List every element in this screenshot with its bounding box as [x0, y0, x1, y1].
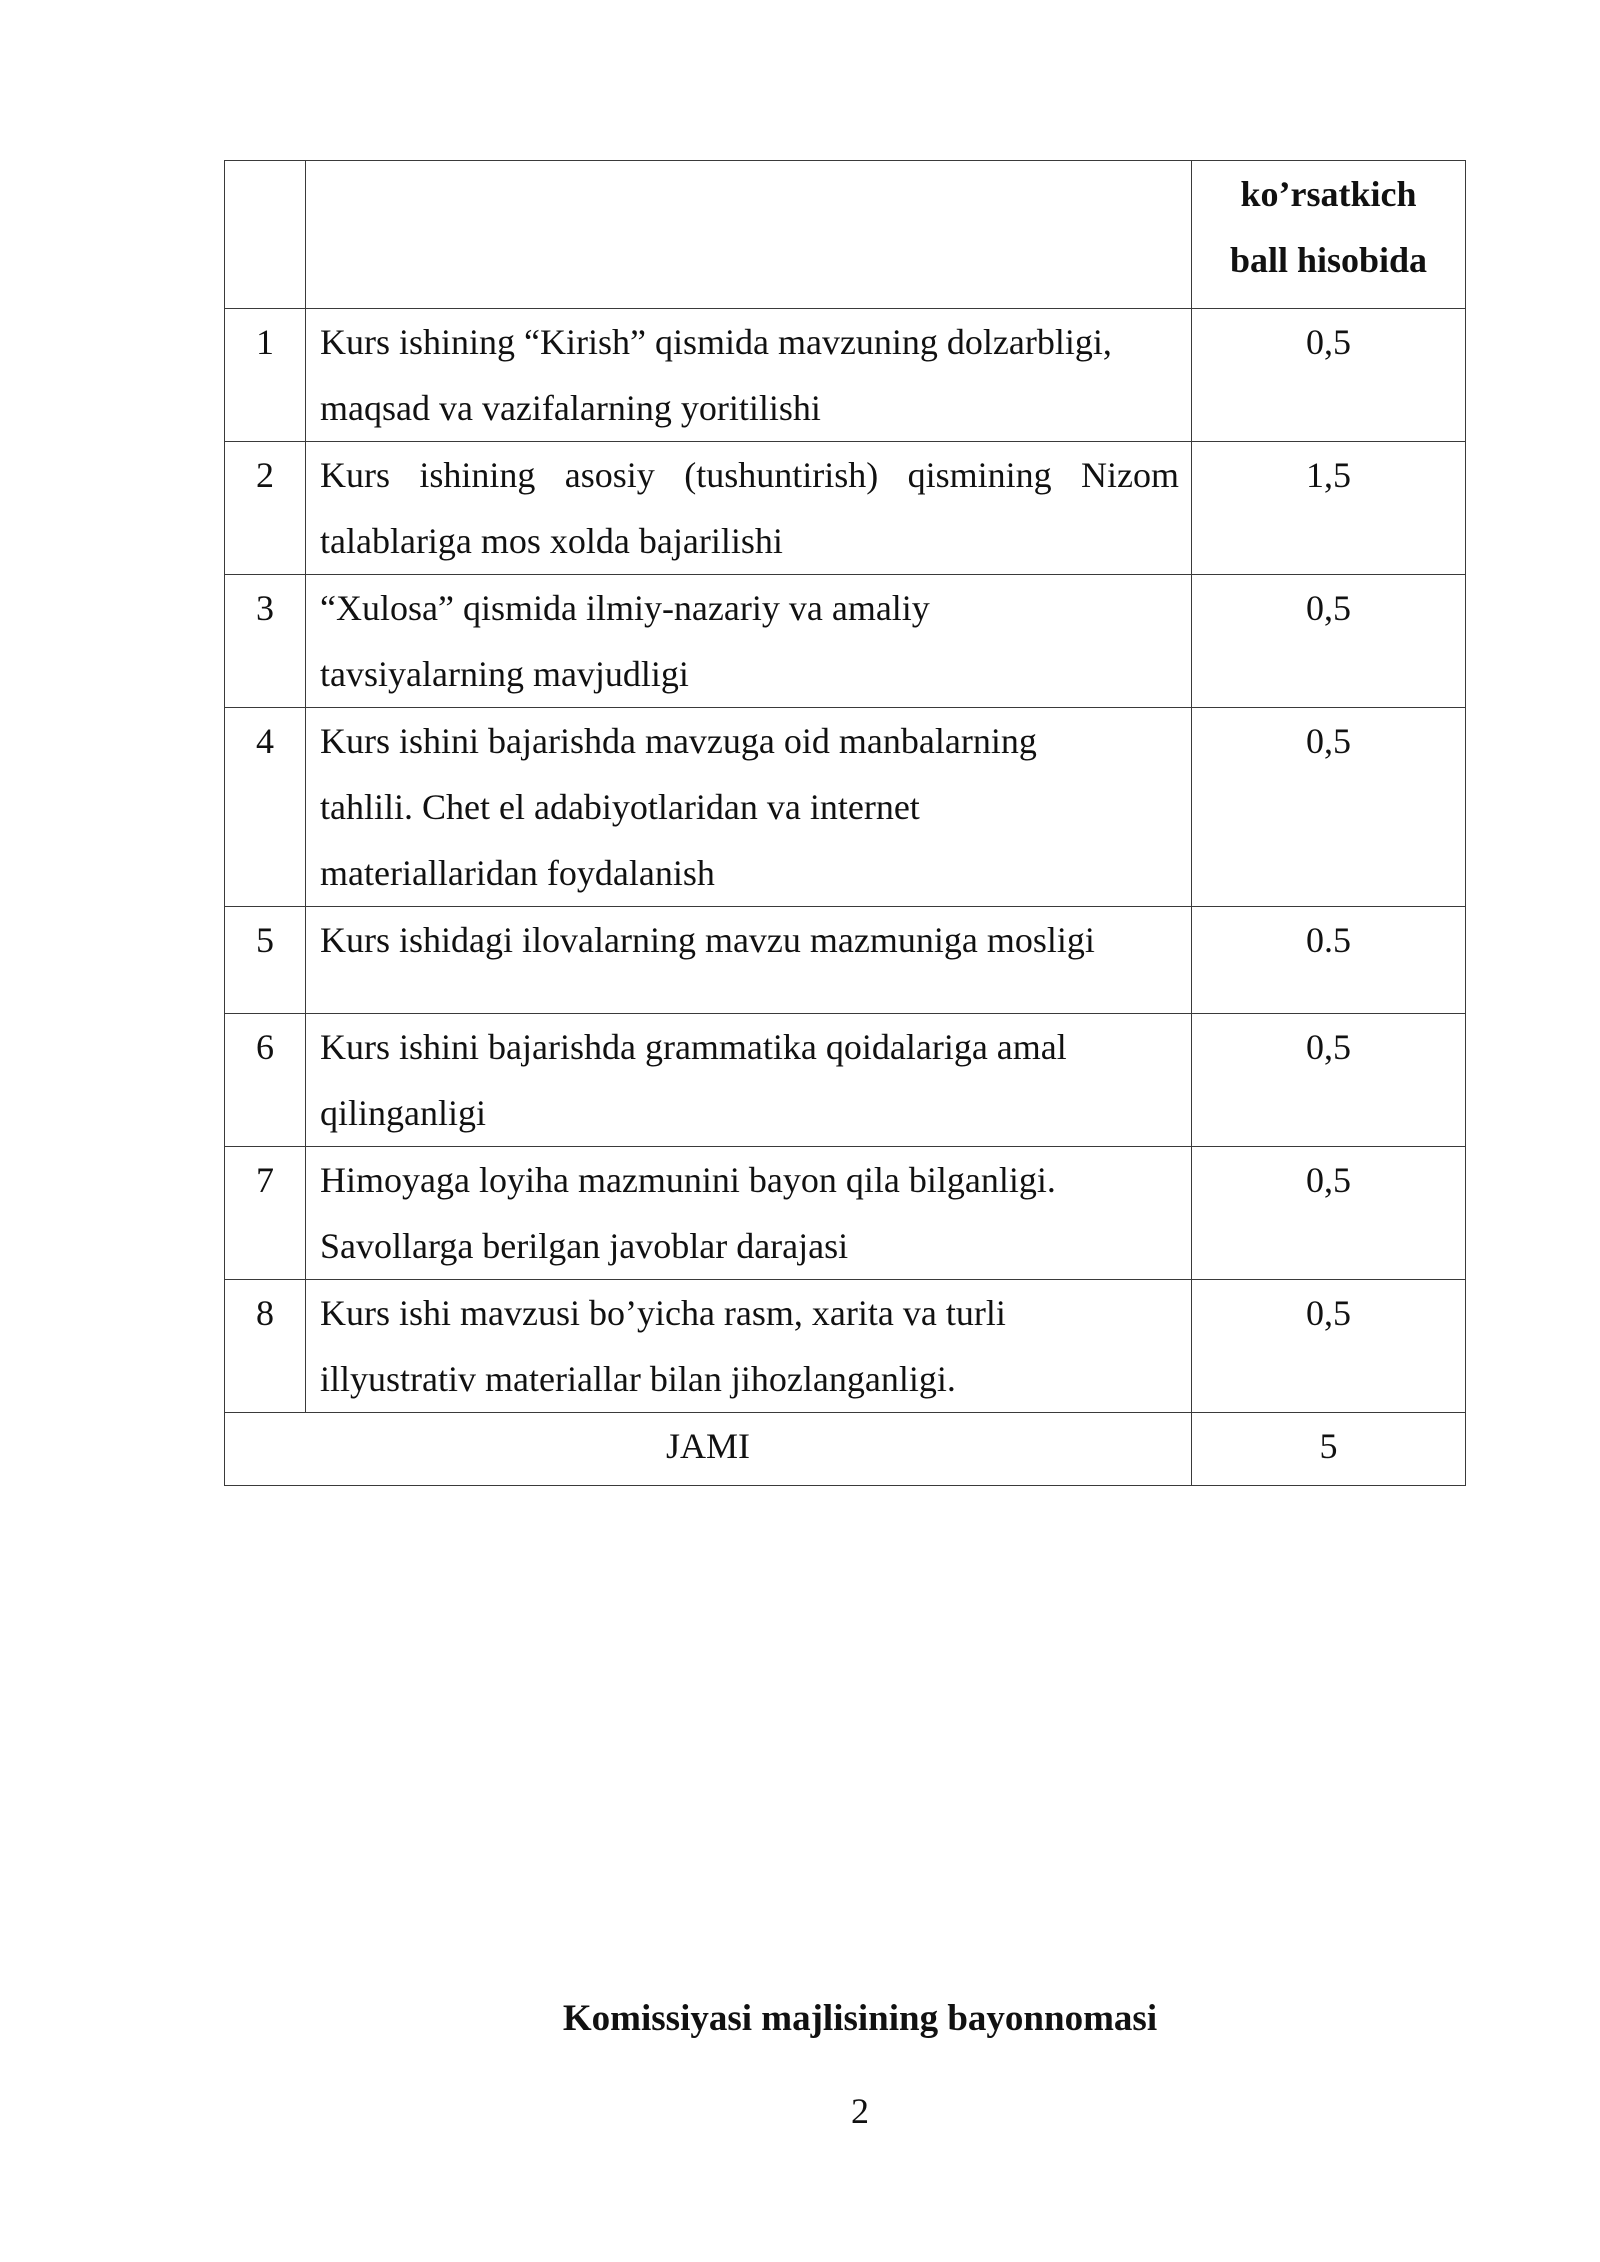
total-label: JAMI: [225, 1413, 1192, 1486]
row-description-line: illyustrativ materiallar bilan jihozlanganligi.: [320, 1359, 956, 1399]
total-score: 5: [1192, 1413, 1466, 1486]
table-row: [225, 1280, 1466, 1413]
row-description-line: Kurs ishini bajarishda mavzuga oid manbalarning: [320, 721, 1037, 761]
row-score: 0.5: [1192, 907, 1466, 1014]
evaluation-criteria-table: [224, 160, 1466, 1486]
header-description-cell: [306, 161, 1192, 309]
row-description-line: Himoyaga loyiha mazmunini bayon qila bilganligi.: [320, 1160, 1056, 1200]
row-description-line: maqsad va vazifalarning yoritilishi: [320, 388, 821, 428]
row-score: 0,5: [1192, 1280, 1466, 1413]
row-description-line: Kurs ishining asosiy (tushuntirish) qismining Nizom: [320, 455, 1179, 495]
row-description: [306, 1147, 1192, 1280]
row-description-line: materiallaridan foydalanish: [320, 853, 715, 893]
row-description: [306, 708, 1192, 907]
table-row: [225, 1014, 1466, 1147]
header-score-line2: ball hisobida: [1229, 240, 1428, 280]
table-row: [225, 1147, 1466, 1280]
row-number: 4: [225, 708, 306, 907]
row-score: 0,5: [1192, 1014, 1466, 1147]
page-number: 2: [851, 2091, 869, 2131]
row-number: 5: [225, 907, 306, 1014]
row-number: 7: [225, 1147, 306, 1280]
row-score: 0,5: [1192, 1147, 1466, 1280]
row-description-line: Kurs ishidagi ilovalarning mavzu mazmuniga mosligi: [320, 920, 1095, 960]
row-description-line: Kurs ishi mavzusi bo’yicha rasm, xarita va turli: [320, 1293, 1006, 1333]
row-number: 3: [225, 575, 306, 708]
row-description: [306, 309, 1192, 442]
table-row: [225, 309, 1466, 442]
table-row: [225, 708, 1466, 907]
row-description-line: Kurs ishining “Kirish” qismida mavzuning dolzarbligi,: [320, 322, 1112, 362]
row-description: [306, 907, 1192, 1014]
table-total-row: [225, 1413, 1466, 1486]
header-score-cell: [1192, 161, 1466, 309]
table-row: [225, 907, 1466, 1014]
row-description-line: tahlili. Chet el adabiyotlaridan va internet: [320, 787, 920, 827]
header-num-cell: [225, 161, 306, 309]
row-description-line: talablariga mos xolda bajarilishi: [320, 521, 783, 561]
row-score: 0,5: [1192, 708, 1466, 907]
row-number: 2: [225, 442, 306, 575]
section-heading: Komissiyasi majlisining bayonnomasi: [562, 1998, 1158, 2039]
row-description: [306, 1280, 1192, 1413]
row-number: 1: [225, 309, 306, 442]
table-row: [225, 575, 1466, 708]
row-score: 0,5: [1192, 309, 1466, 442]
row-number: 6: [225, 1014, 306, 1147]
row-description-line: qilinganligi: [320, 1093, 486, 1133]
row-score: 0,5: [1192, 575, 1466, 708]
row-number: 8: [225, 1280, 306, 1413]
row-description: [306, 442, 1192, 575]
row-description: [306, 575, 1192, 708]
row-description: [306, 1014, 1192, 1147]
row-description-line: “Xulosa” qismida ilmiy-nazariy va amaliy: [320, 588, 930, 628]
row-description-line: Kurs ishini bajarishda grammatika qoidalariga amal: [320, 1027, 1067, 1067]
header-score-line1: ko’rsatkich: [1240, 174, 1417, 214]
row-description-line: Savollarga berilgan javoblar darajasi: [320, 1226, 849, 1266]
table-row: [225, 442, 1466, 575]
table-header-row: [225, 161, 1466, 309]
row-score: 1,5: [1192, 442, 1466, 575]
row-description-line: tavsiyalarning mavjudligi: [320, 654, 689, 694]
